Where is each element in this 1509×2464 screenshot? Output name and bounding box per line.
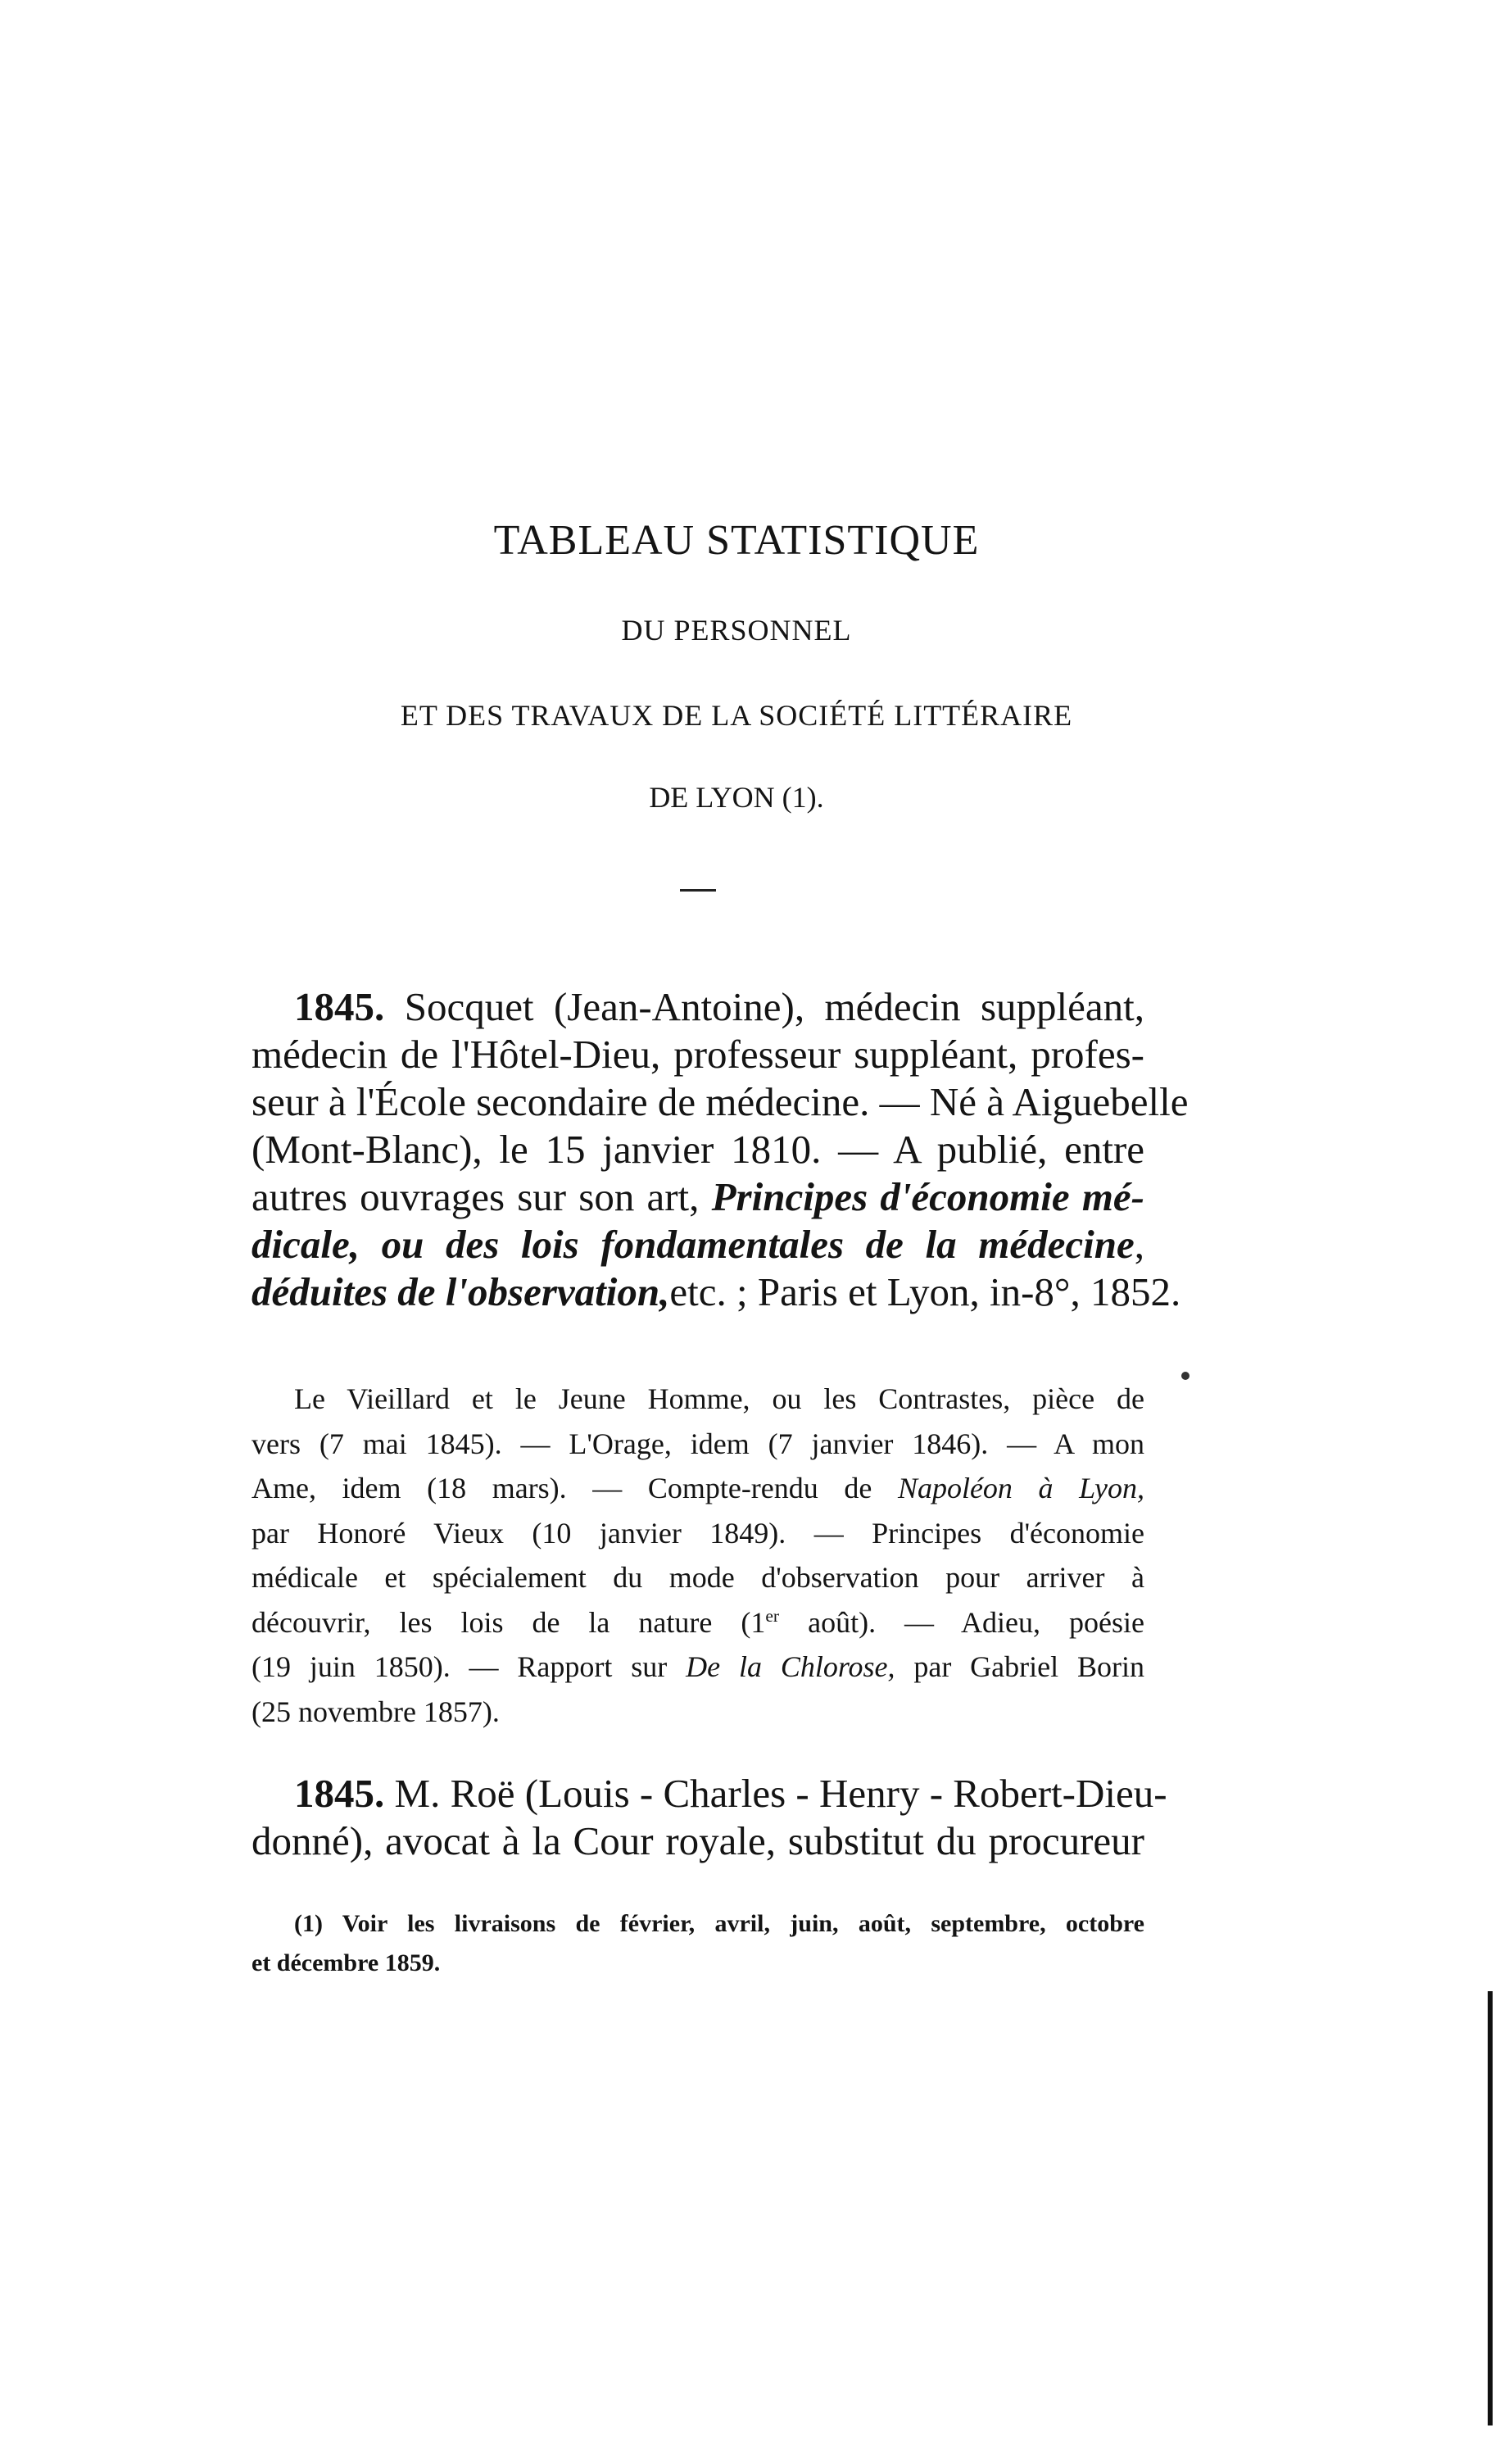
entry-socquet <box>252 983 1189 1316</box>
subtitle-line-2: DU PERSONNEL <box>621 614 852 647</box>
page-edge-mark <box>1488 1991 1493 2425</box>
book-title: Principes d'économie mé- <box>711 1174 1145 1219</box>
book-title: dicale, ou des lois fondamentales de la médecine <box>252 1222 1135 1267</box>
works-line: par Honoré Vieux (10 janvier 1849). — Principes d'économie <box>252 1516 1144 1550</box>
title-separator <box>680 889 716 892</box>
footnote-line: (1) Voir les livraisons de février, avril, juin, août, septembre, octobre <box>294 1910 1144 1937</box>
entry-line: (Mont-Blanc), le 15 janvier 1810. — A publié, entre <box>252 1127 1144 1172</box>
subtitle-line-4: DE LYON (1). <box>649 781 824 814</box>
works-line: Ame, idem (18 mars). — Compte-rendu de Napoléon à Lyon, <box>252 1472 1145 1504</box>
entry-line: déduites de l'observation,etc. ; Paris et Lyon, in-8°, 1852. <box>252 1269 1181 1314</box>
entry-line: dicale, ou des lois fondamentales de la médecine, <box>252 1222 1144 1267</box>
entry-line: donné), avocat à la Cour royale, substitut du procureur <box>252 1818 1144 1863</box>
entry-line: médecin de l'Hôtel-Dieu, professeur suppléant, profes- <box>252 1032 1144 1077</box>
entry-line: seur à l'École secondaire de médecine. — Né à Aiguebelle <box>252 1079 1189 1124</box>
margin-dot <box>1181 1372 1190 1380</box>
works-list <box>252 1377 1144 1734</box>
book-title: déduites de l'observation, <box>252 1269 670 1314</box>
footnote <box>252 1904 1144 1983</box>
works-line: Le Vieillard et le Jeune Homme, ou les Contrastes, pièce de <box>294 1382 1144 1415</box>
entry-year: 1845. <box>294 984 385 1029</box>
footnote-line: et décembre 1859. <box>252 1949 441 1976</box>
subtitle-line-3: ET DES TRAVAUX DE LA SOCIÉTÉ LITTÉRAIRE <box>400 699 1073 732</box>
entry-year: 1845. <box>294 1771 385 1816</box>
page-title: TABLEAU STATISTIQUE <box>493 517 980 564</box>
entry-line: autres ouvrages sur son art, Principes d'économie mé- <box>252 1174 1145 1219</box>
works-line: vers (7 mai 1845). — L'Orage, idem (7 janvier 1846). — A mon <box>252 1427 1144 1460</box>
entry-roe <box>252 1770 1167 1865</box>
work-title: Napoléon à Lyon, <box>897 1472 1145 1504</box>
works-line: (19 juin 1850). — Rapport sur De la Chlorose, par Gabriel Borin <box>252 1650 1144 1683</box>
work-title: De la Chlorose, <box>686 1650 895 1683</box>
works-line: médicale et spécialement du mode d'observation pour arriver à <box>252 1561 1144 1594</box>
works-line: (25 novembre 1857). <box>252 1695 500 1728</box>
entry-line: 1845. M. Roë (Louis - Charles - Henry - Robert-Dieu- <box>294 1771 1167 1816</box>
works-line: découvrir, les lois de la nature (1er août). — Adieu, poésie <box>252 1605 1144 1639</box>
entry-line: 1845. Socquet (Jean-Antoine), médecin suppléant, <box>294 984 1144 1029</box>
